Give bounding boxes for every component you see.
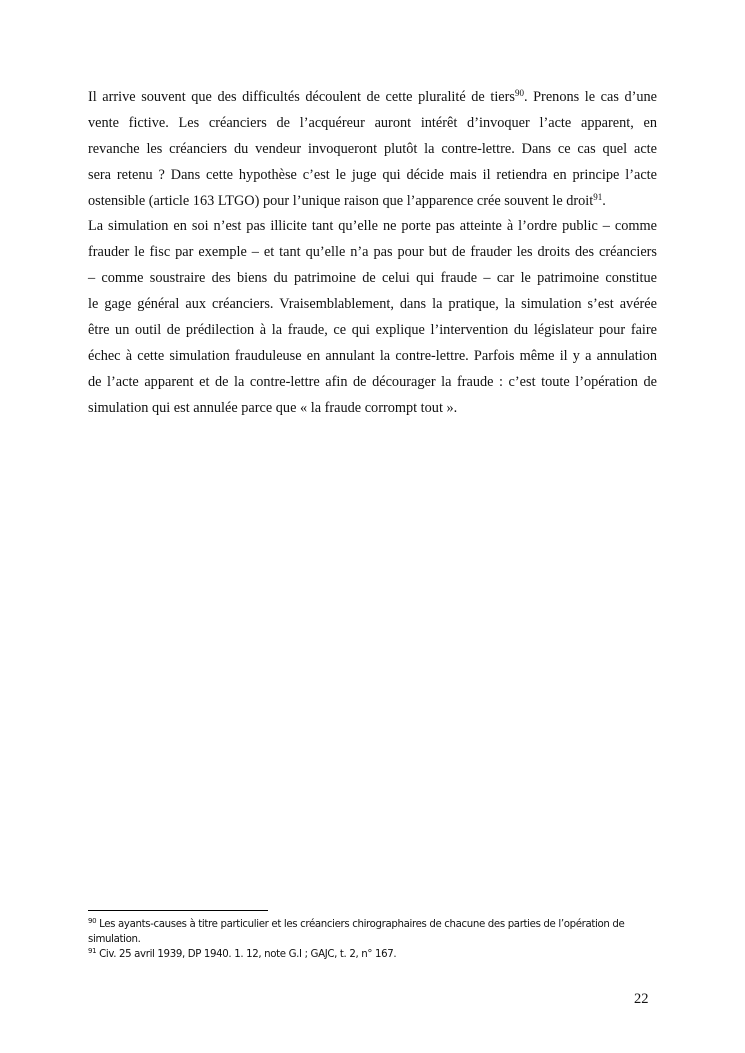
text-line [88,112,657,138]
footnote-91 [88,947,660,962]
footnote-number: 91 [88,947,97,955]
footnote-90 [88,917,660,947]
body-text [88,86,657,423]
line-text: échec à cette simulation frauduleuse en annulant la contre-lettre. Parfois même il y a annulation [88,347,657,364]
line-text: Il arrive souvent que des difficultés découlent de cette pluralité de tiers [88,89,515,105]
footnote-separator [88,910,268,911]
text-line [88,371,657,397]
line-text: La simulation en soi n’est pas illicite tant qu’elle ne porte pas atteinte à l’ordre public – comme [88,218,657,235]
line-text: revanche les créanciers du vendeur invoqueront plutôt la contre-lettre. Dans ce cas quel acte [88,140,657,157]
footnote-ref[interactable]: 90 [514,88,524,98]
line-text: simulation qui est annulée parce que « la fraude corrompt tout ». [88,399,458,416]
footnote-number: 90 [88,917,97,925]
line-text: être un outil de prédilection à la fraude, ce qui explique l’intervention du législateur pour faire [88,322,657,339]
line-text: vente fictive. Les créanciers de l’acquéreur auront intérêt d’invoquer l’acte apparent, en [88,114,657,131]
text-line [88,215,657,241]
text-line [88,86,657,112]
line-text: de l’acte apparent et de la contre-lettre afin de décourager la fraude : c’est toute l’opération de [88,373,657,390]
text-line [88,345,657,371]
text-line [88,293,657,319]
footnote-text: Civ. 25 avril 1939, DP 1940. 1. 12, note G.I ; GAJC, t. 2, n° 167. [96,949,397,960]
footnote-text: Les ayants-causes à titre particulier et les créanciers chirographaires de chacune des parties de l’opération de simulation. [88,919,625,945]
text-line [88,190,657,216]
text-line [88,397,657,423]
line-text: sera retenu ? Dans cette hypothèse c’est le juge qui décide mais il retiendra en principe l’acte [88,166,657,183]
text-line [88,267,657,293]
line-text: . Prenons le cas d’une [523,89,657,105]
line-text: frauder le fisc par exemple – et tant qu’elle n’a pas pour but de frauder les droits des créanciers [88,244,657,261]
line-text: ostensible (article 163 LTGO) pour l’unique raison que l’apparence crée souvent le droit [88,192,594,209]
line-text: le gage général aux créanciers. Vraisemblablement, dans la pratique, la simulation s’est avérée [88,296,657,313]
footnotes [88,917,660,962]
text-line [88,319,657,345]
text-line [88,241,657,267]
line-text: – comme soustraire des biens du patrimoine de celui qui fraude – car le patrimoine constitue [88,270,657,287]
line-text: . [602,192,606,209]
text-line [88,164,657,190]
page-number: 22 [634,991,649,1007]
text-line [88,138,657,164]
footnote-ref[interactable]: 91 [593,191,603,202]
